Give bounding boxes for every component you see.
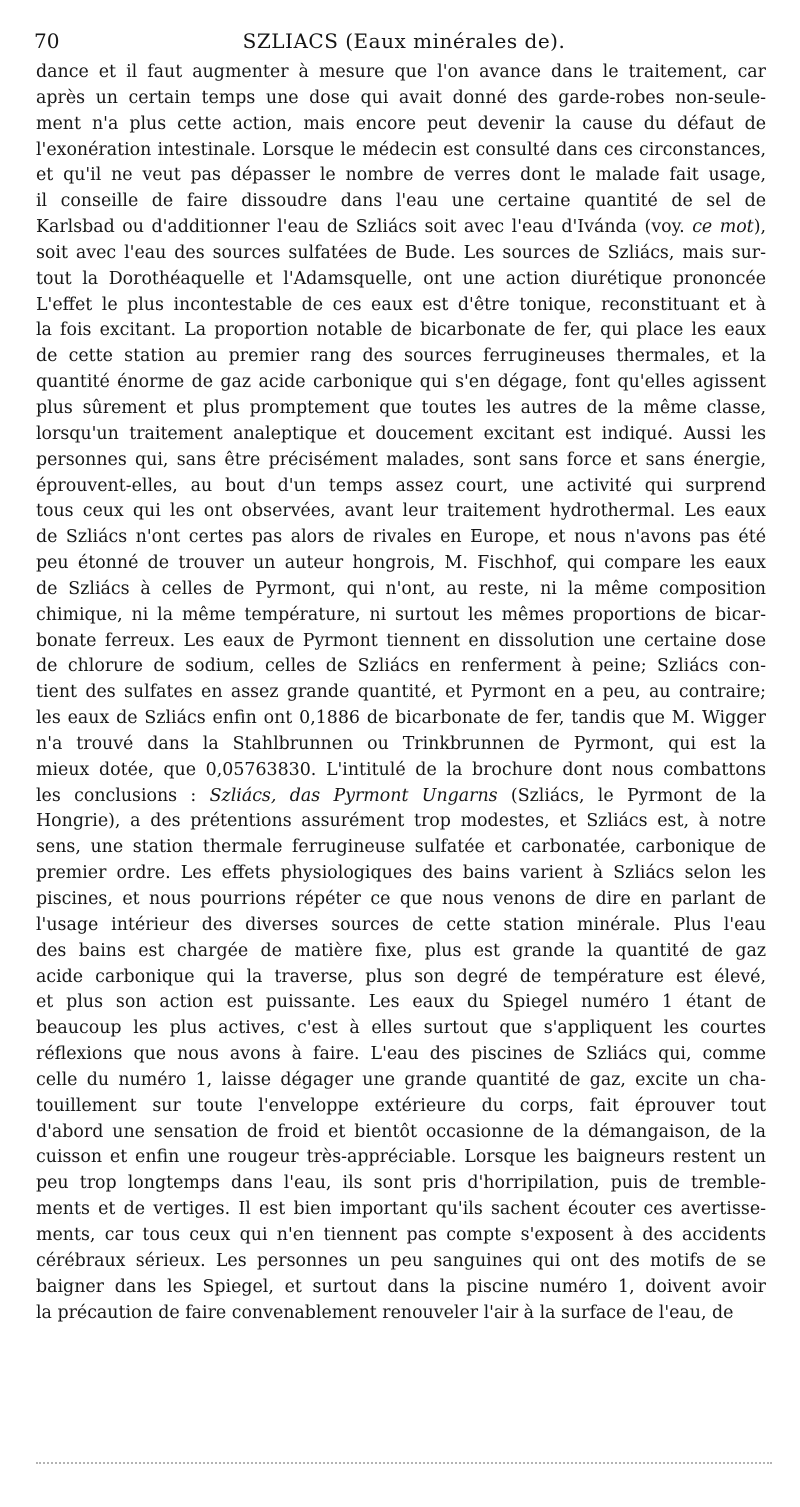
text-line <box>36 215 766 241</box>
text-line: baigner dans les Spiegel, et surtout dans la piscine numéro 1, doivent avoir <box>36 1276 766 1297</box>
text-line: beaucoup les plus actives, c'est à elles surtout que s'appliquent les courtes <box>36 1018 766 1039</box>
text-line: et qu'il ne veut pas dépasser le nombre de verres dont le malade fait usage, <box>36 165 766 186</box>
text-line: dance et il faut augmenter à mesure que l'on avance dans le traitement, car <box>36 62 766 82</box>
text-line: chimique, ni la même température, ni surtout les mêmes proportions de bicar- <box>36 604 766 625</box>
running-title: SZLIACS (Eaux minérales de). <box>242 29 566 53</box>
text-line: il conseille de faire dissoudre dans l'eau une certaine quantité de sel de <box>36 191 766 212</box>
text-line: plus sûrement et plus promptement que toutes les autres de la même classe, <box>36 397 766 418</box>
text-line: la précaution de faire convenablement renouveler l'air à la surface de l'eau, de <box>36 1302 734 1323</box>
text-line: premier ordre. Les effets physiologiques des bains varient à Szliács selon les <box>36 863 766 884</box>
text-line: tient des sulfates en assez grande quantité, et Pyrmont en a peu, au contraire; <box>36 682 766 703</box>
text-line: tout la Dorothéaquelle et l'Adamsquelle, ont une action diurétique prononcée <box>36 268 766 289</box>
text-line: de Szliács à celles de Pyrmont, qui n'ont, au reste, ni la même composition <box>36 578 766 599</box>
text-line: l'exonération intestinale. Lorsque le médecin est consulté dans ces circonstances, <box>36 139 766 160</box>
text-line: piscines, et nous pourrions répéter ce que nous venons de dire en parlant de <box>36 889 766 909</box>
text-line: après un certain temps une dose qui avait donné des garde-robes non-seule- <box>36 87 766 108</box>
text-line: sens, une station thermale ferrugineuse sulfatée et carbonatée, carbonique de <box>36 837 766 858</box>
text-line: réflexions que nous avons à faire. L'eau des piscines de Szliács qui, comme <box>36 1044 766 1065</box>
text-line: tous ceux qui les ont observées, avant leur traitement hydrothermal. Les eaux <box>36 501 766 522</box>
body-text <box>36 60 766 1326</box>
text-line: mieux dotée, que 0,05763830. L'intitulé de la brochure dont nous combattons <box>36 759 766 780</box>
text-line: d'abord une sensation de froid et bientôt occasionne de la démangaison, de la <box>36 1121 766 1142</box>
text-line: celle du numéro 1, laisse dégager une grande quantité de gaz, excite un cha- <box>36 1069 766 1090</box>
text-line: ment n'a plus cette action, mais encore peut devenir la cause du défaut de <box>36 113 766 134</box>
text-line: L'effet le plus incontestable de ces eaux est d'être tonique, reconstituant et à <box>36 294 766 315</box>
text-line: et plus son action est puissante. Les eaux du Spiegel numéro 1 étant de <box>36 992 766 1013</box>
italic-reference: ce mot <box>692 217 754 238</box>
text-run: les conclusions : <box>36 785 210 806</box>
text-line: de chlorure de sodium, celles de Szliács en renferment à peine; Szliács con- <box>36 656 766 677</box>
text-line: la fois excitant. La proportion notable de bicarbonate de fer, qui place les eaux <box>36 320 766 341</box>
text-line: de cette station au premier rang des sources ferrugineuses thermales, et la <box>36 346 766 367</box>
text-line: quantité énorme de gaz acide carbonique qui s'en dégage, font qu'elles agissent <box>36 372 766 393</box>
text-line: ments, car tous ceux qui n'en tiennent pas compte s'exposent à des accidents <box>36 1224 766 1245</box>
text-run: Karlsbad ou d'additionner l'eau de Szliács soit avec l'eau d'Ivánda (voy. <box>36 217 693 238</box>
text-line <box>36 784 766 810</box>
text-run: (Szliács, le Pyrmont de la <box>497 785 766 806</box>
text-line: lorsqu'un traitement analeptique et doucement excitant est indiqué. Aussi les <box>36 423 766 444</box>
page-number: 70 <box>34 29 60 53</box>
text-line: Hongrie), a des prétentions assurément trop modestes, et Szliács est, à notre <box>36 811 766 832</box>
text-line: acide carbonique qui la traverse, plus son degré de température est élevé, <box>36 966 766 987</box>
text-line: ments et de vertiges. Il est bien important qu'ils sachent écouter ces avertisse- <box>36 1199 766 1220</box>
text-line: les eaux de Szliács enfin ont 0,1886 de bicarbonate de fer, tandis que M. Wigger <box>36 708 766 729</box>
running-head <box>34 26 774 56</box>
italic-book-title: Szliács, das Pyrmont Ungarns <box>209 785 498 806</box>
text-line: soit avec l'eau des sources sulfatées de Bude. Les sources de Szliács, mais sur- <box>36 242 766 263</box>
text-line: peu étonné de trouver un auteur hongrois, M. Fischhof, qui compare les eaux <box>36 553 766 574</box>
text-line: l'usage intérieur des diverses sources de cette station minérale. Plus l'eau <box>36 914 766 935</box>
text-line: bonate ferreux. Les eaux de Pyrmont tiennent en dissolution une certaine dose <box>36 630 766 651</box>
text-line: touillement sur toute l'enveloppe extérieure du corps, fait éprouver tout <box>36 1095 766 1116</box>
text-run: ), <box>753 217 766 238</box>
text-line: des bains est chargée de matière fixe, plus est grande la quantité de gaz <box>36 940 766 961</box>
text-line: de Szliács n'ont certes pas alors de rivales en Europe, et nous n'avons pas été <box>36 527 766 548</box>
text-line: peu trop longtemps dans l'eau, ils sont pris d'horripilation, puis de tremble- <box>36 1173 766 1194</box>
text-line: n'a trouvé dans la Stahlbrunnen ou Trinkbrunnen de Pyrmont, qui est la <box>36 733 766 754</box>
text-line: personnes qui, sans être précisément malades, sont sans force et sans énergie, <box>36 449 766 470</box>
footer-rule <box>36 1462 772 1464</box>
text-line: éprouvent-elles, au bout d'un temps assez court, une activité qui surprend <box>36 475 766 496</box>
text-line: cérébraux sérieux. Les personnes un peu sanguines qui ont des motifs de se <box>36 1250 766 1271</box>
text-line: cuisson et enfin une rougeur très-appréciable. Lorsque les baigneurs restent un <box>36 1147 766 1168</box>
